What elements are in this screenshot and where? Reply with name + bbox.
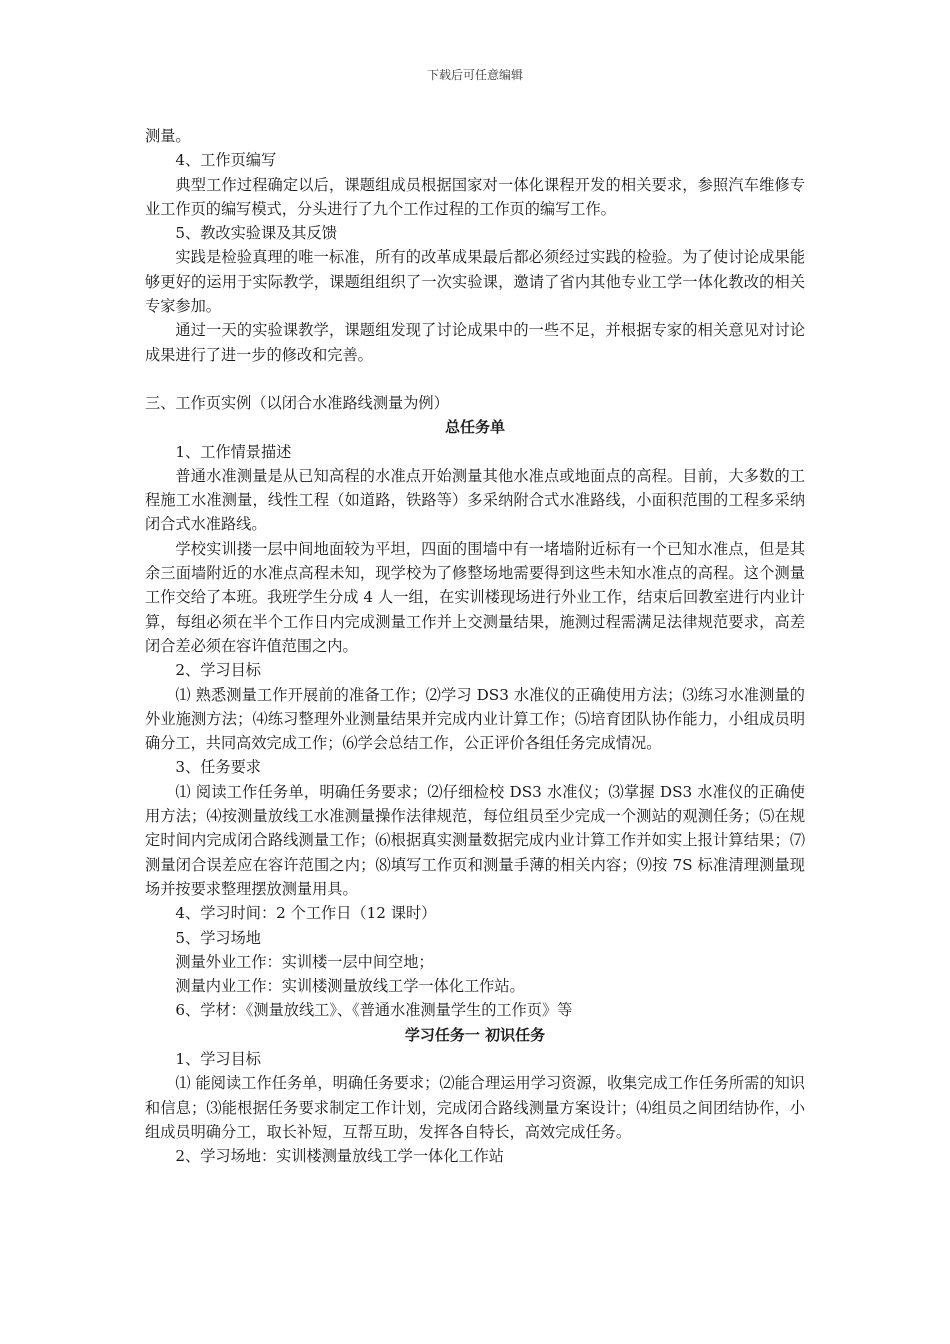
paragraph: 2、学习目标 bbox=[175, 661, 261, 680]
paragraph: 5、教改实验课及其反馈 bbox=[175, 224, 337, 243]
paragraph: 学校实训搂一层中间地面较为平坦，四面的围墙中有一堵墙附近标有一个已知水准点，但是其余三面墙附近的水准点高程未知，现学校为了修整场地需要得到这些未知水准点的高程。这个测量工作交给了本班。我班学生分成 4 人一组，在实训楼现场进行外业工作，结束后回教室进行内业计算，每组必须在半个工作日内完成测量工作并上交测量结果，施测过程需满足法律规范要求，高差闭合差必须在容许值范围之内。 bbox=[145, 539, 805, 655]
paragraph: 4、学习时间：2 个工作日（12 课时） bbox=[175, 904, 437, 923]
paragraph: 5、学习场地 bbox=[175, 928, 261, 947]
paragraph: 4、工作页编写 bbox=[175, 151, 277, 170]
paragraph: 实践是检验真理的唯一标准，所有的改革成果最后都必须经过实践的检验。为了使讨论成果能够更好的运用于实际教学，课题组组织了一次实验课，邀请了省内其他专业工学一体化教改的相关专家参加。 bbox=[145, 248, 805, 316]
paragraph: 3、任务要求 bbox=[175, 758, 261, 777]
paragraph: 1、工作情景描述 bbox=[175, 442, 292, 461]
paragraph: 测量。 bbox=[145, 127, 191, 145]
document-body bbox=[145, 124, 805, 1168]
paragraph: 测量内业工作：实训楼测量放线工学一体化工作站。 bbox=[175, 977, 525, 996]
paragraph: 测量外业工作：实训楼一层中间空地； bbox=[175, 952, 434, 971]
section-title: 学习任务一 初识任务 bbox=[404, 1025, 546, 1044]
paragraph: 1、学习目标 bbox=[175, 1049, 261, 1068]
paragraph: 三、工作页实例（以闭合水准路线测量为例） bbox=[145, 393, 449, 412]
section-title: 总任务单 bbox=[444, 418, 505, 437]
blank-line bbox=[145, 367, 805, 391]
paragraph: 普通水准测量是从已知高程的水准点开始测量其他水准点或地面点的高程。目前，大多数的工程施工水准测量，线性工程（如道路，铁路等）多采纳附合式水准路线，小面积范围的工程多采纳闭合式水准路线。 bbox=[145, 466, 805, 534]
paragraph: 2、学习场地：实训楼测量放线工学一体化工作站 bbox=[175, 1147, 504, 1166]
paragraph: ⑴ 阅读工作任务单，明确任务要求；⑵仔细检校 DS3 水准仪；⑶掌握 DS3 水准仪的正确使用方法；⑷按测量放线工水准测量操作法律规范，每位组员至少完成一个测站的观测任务；⑸在规定时间内完成闭合路线测量工作；⑹根据真实测量数据完成内业计算工作并如实上报计算结果；⑺测量闭合误差应在容许范围之内；⑻填写工作页和测量手薄的相关内容；⑼按 7S 标准清理测量现场并按要求整理摆放测量用具。 bbox=[145, 782, 805, 898]
paragraph: 通过一天的实验课教学，课题组发现了讨论成果中的一些不足，并根据专家的相关意见对讨论成果进行了进一步的修改和完善。 bbox=[145, 321, 805, 364]
paragraph: ⑴ 能阅读工作任务单，明确任务要求；⑵能合理运用学习资源，收集完成工作任务所需的知识和信息；⑶能根据任务要求制定工作计划，完成闭合路线测量方案设计；⑷组员之间团结协作，小组成员明确分工，取长补短，互帮互助，发挥各自特长，高效完成任务。 bbox=[145, 1074, 805, 1141]
paragraph: 6、学材：《测量放线工》、《普通水准测量学生的工作页》等 bbox=[175, 1001, 573, 1020]
page-header: 下载后可任意编辑 bbox=[426, 68, 523, 82]
paragraph: ⑴ 熟悉测量工作开展前的准备工作；⑵学习 DS3 水准仪的正确使用方法；⑶练习水准测量的外业施测方法；⑷练习整理外业测量结果并完成内业计算工作；⑸培育团队协作能力，小组成员明确分工，共同高效完成工作；⑹学会总结工作，公正评价各组任务完成情况。 bbox=[145, 685, 805, 753]
paragraph: 典型工作过程确定以后，课题组成员根据国家对一体化课程开发的相关要求，参照汽车维修专业工作页的编写模式，分头进行了九个工作过程的工作页的编写工作。 bbox=[145, 175, 805, 218]
